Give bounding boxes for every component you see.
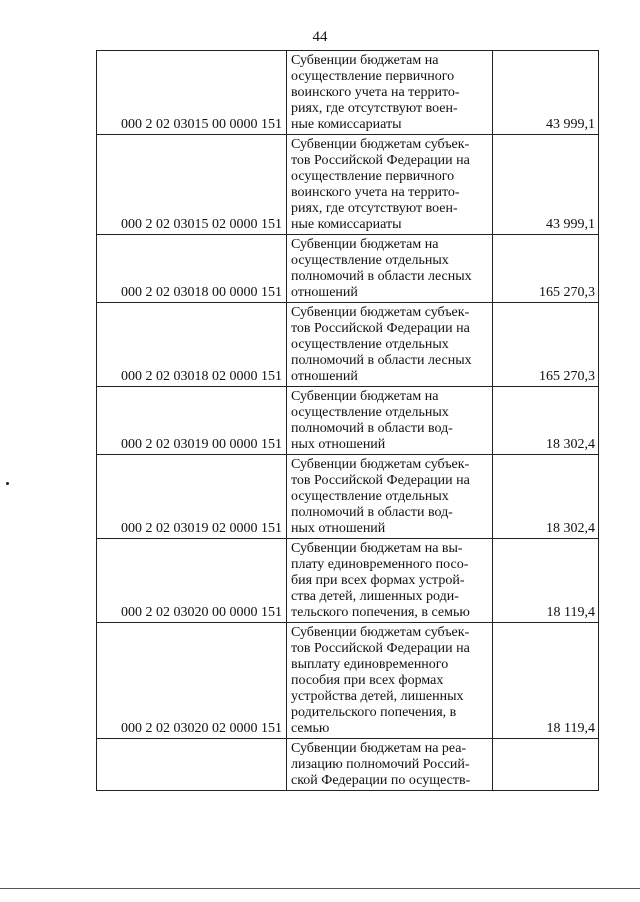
revenue-name-cell: Субвенции бюджетам на осуществление отдельных полномочий в области вод- ных отношений: [287, 387, 493, 455]
table-row: [97, 387, 599, 455]
amount-cell: 165 270,3: [493, 235, 599, 303]
amount-cell: 165 270,3: [493, 303, 599, 387]
page-bottom-rule: [0, 888, 640, 889]
scan-speck: [6, 482, 9, 485]
budget-code-cell: 000 2 02 03020 02 0000 151: [97, 623, 287, 739]
table-row: [97, 539, 599, 623]
table-row: [97, 235, 599, 303]
table-row: [97, 623, 599, 739]
revenue-name-cell: Субвенции бюджетам на осуществление отдельных полномочий в области лесных отношений: [287, 235, 493, 303]
amount-cell: 18 119,4: [493, 623, 599, 739]
budget-code-cell: 000 2 02 03019 02 0000 151: [97, 455, 287, 539]
table-row: [97, 135, 599, 235]
budget-code-cell: 000 2 02 03020 00 0000 151: [97, 539, 287, 623]
table-row: [97, 51, 599, 135]
revenue-name-cell: Субвенции бюджетам субъек- тов Российской Федерации на осуществление первичного воинского учета на террито- риях, где отсутствуют воен- ные комиссариаты: [287, 135, 493, 235]
budget-code-cell: 000 2 02 03015 02 0000 151: [97, 135, 287, 235]
budget-revenue-table: [96, 50, 599, 791]
budget-code-cell: [97, 739, 287, 791]
revenue-name-cell: Субвенции бюджетам на реа- лизацию полномочий Россий- ской Федерации по осуществ-: [287, 739, 493, 791]
revenue-name-cell: Субвенции бюджетам субъек- тов Российской Федерации на осуществление отдельных полномочий в области вод- ных отношений: [287, 455, 493, 539]
budget-code-cell: 000 2 02 03018 02 0000 151: [97, 303, 287, 387]
table-row: [97, 739, 599, 791]
budget-code-cell: 000 2 02 03015 00 0000 151: [97, 51, 287, 135]
amount-cell: [493, 739, 599, 791]
budget-code-cell: 000 2 02 03019 00 0000 151: [97, 387, 287, 455]
revenue-name-cell: Субвенции бюджетам субъек- тов Российской Федерации на осуществление отдельных полномочий в области лесных отношений: [287, 303, 493, 387]
page-number: 44: [312, 29, 328, 45]
amount-cell: 18 302,4: [493, 387, 599, 455]
amount-cell: 18 302,4: [493, 455, 599, 539]
budget-code-cell: 000 2 02 03018 00 0000 151: [97, 235, 287, 303]
table-row: [97, 455, 599, 539]
amount-cell: 43 999,1: [493, 51, 599, 135]
revenue-name-cell: Субвенции бюджетам субъек- тов Российской Федерации на выплату единовременного пособия при всех формах устройства детей, лишенных родительского попечения, в семью: [287, 623, 493, 739]
revenue-name-cell: Субвенции бюджетам на осуществление первичного воинского учета на террито- риях, где отсутствуют воен- ные комиссариаты: [287, 51, 493, 135]
amount-cell: 18 119,4: [493, 539, 599, 623]
table-row: [97, 303, 599, 387]
revenue-name-cell: Субвенции бюджетам на вы- плату единовременного посо- бия при всех формах устрой- ства детей, лишенных роди- тельского попечения, в семью: [287, 539, 493, 623]
amount-cell: 43 999,1: [493, 135, 599, 235]
